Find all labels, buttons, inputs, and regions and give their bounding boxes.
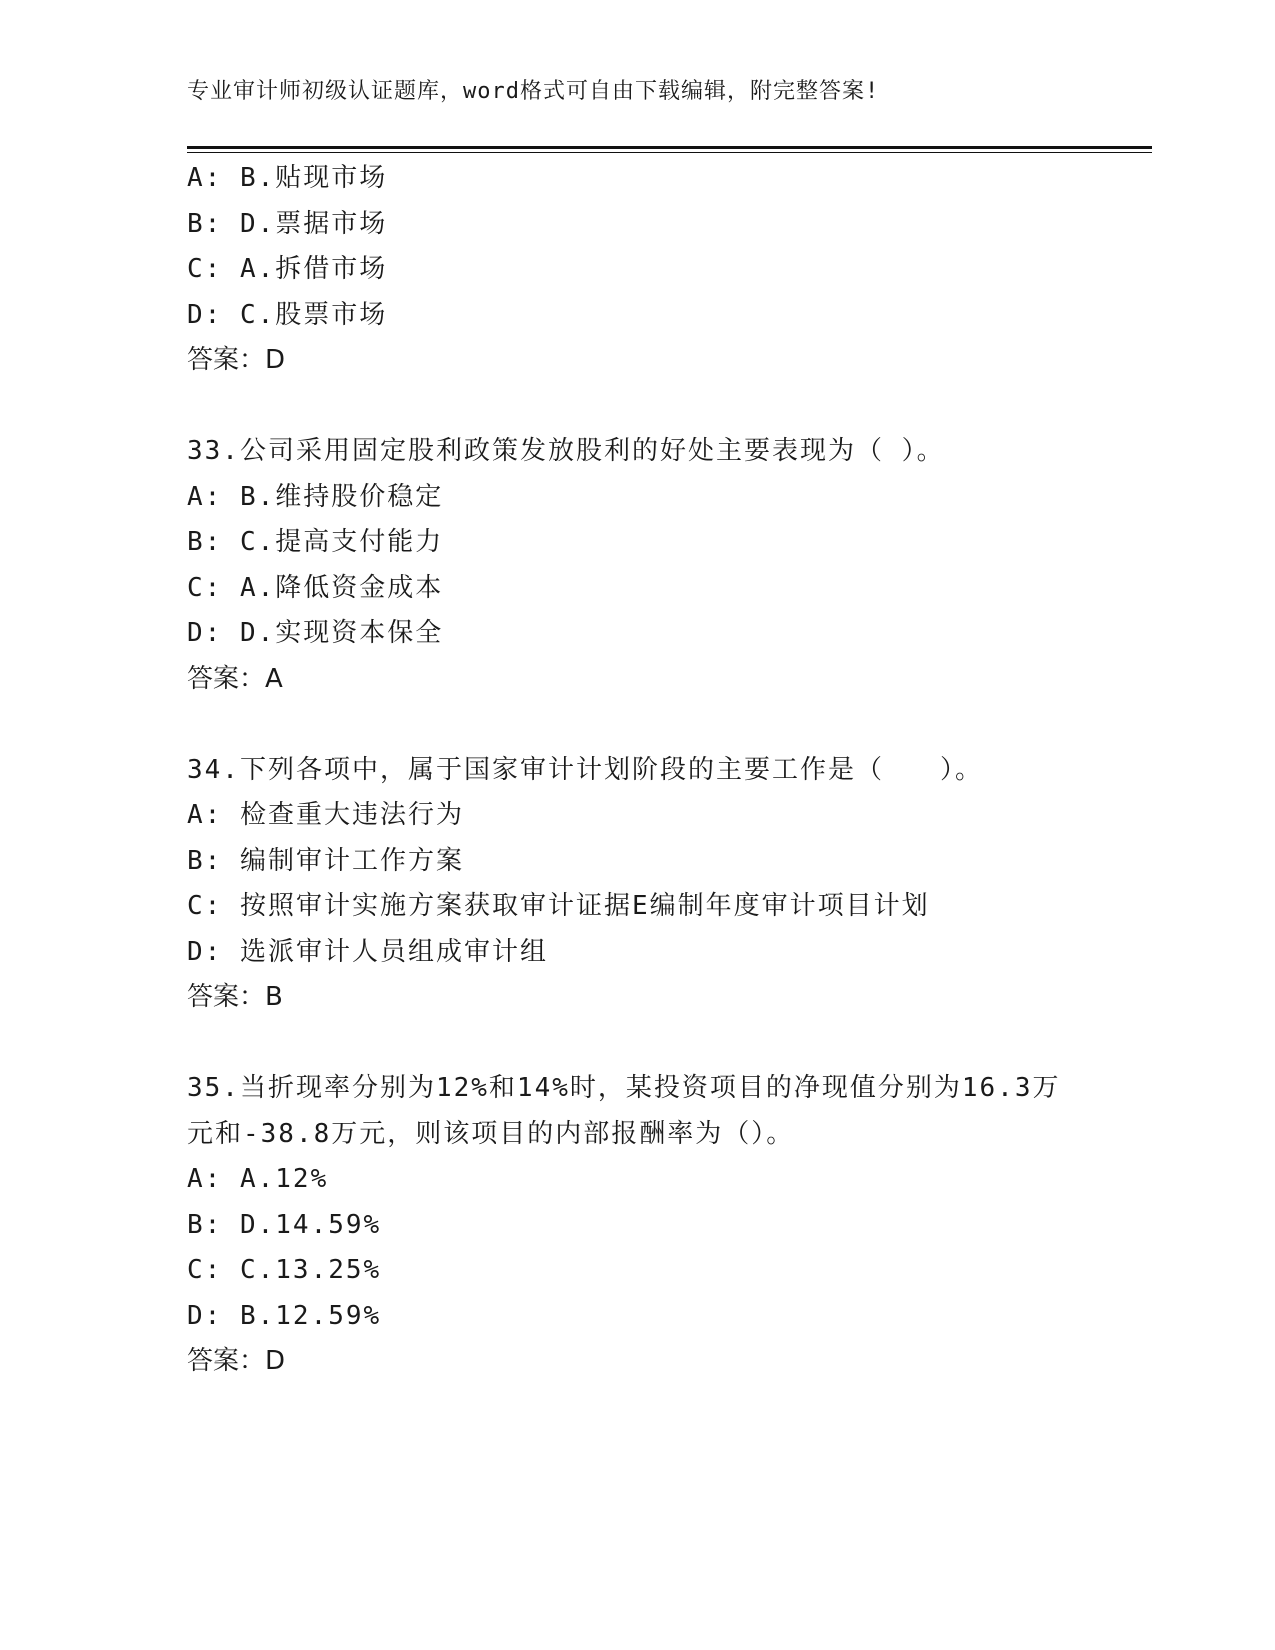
header-rule-thick <box>187 146 1152 149</box>
option-c: C: A.降低资金成本 <box>187 572 444 603</box>
header-rule-thin <box>187 152 1152 153</box>
question-32 <box>187 156 1087 384</box>
option-b: B: C.提高支付能力 <box>187 527 444 557</box>
spacer <box>187 702 1087 748</box>
option-c: C: 按照审计实施方案获取审计证据E编制年度审计项目计划 <box>187 891 930 921</box>
option-b: B: D.票据市场 <box>187 208 388 239</box>
option-a: A: A.12% <box>187 1164 329 1194</box>
answer: 答案：D <box>187 345 286 375</box>
option-d: D: C.股票市场 <box>187 299 388 330</box>
option-c: C: C.13.25% <box>187 1255 382 1285</box>
option-d: D: D.实现资本保全 <box>187 618 444 648</box>
option-c: C: A.拆借市场 <box>187 254 388 284</box>
spacer <box>187 384 1087 430</box>
question-text-line-1: 35.当折现率分别为12%和14%时，某投资项目的净现值分别为16.3万 <box>187 1073 1061 1103</box>
question-text: 33.公司采用固定股利政策发放股利的好处主要表现为（ ）。 <box>187 436 945 466</box>
answer: 答案：D <box>187 1346 286 1376</box>
option-b: B: D.14.59% <box>187 1209 382 1240</box>
option-b: B: 编制审计工作方案 <box>187 845 464 876</box>
spacer <box>187 1021 1087 1067</box>
question-35 <box>187 1066 1087 1385</box>
answer: 答案：A <box>187 663 283 694</box>
answer: 答案：B <box>187 982 283 1012</box>
document-header: 专业审计师初级认证题库，word格式可自由下载编辑，附完整答案! <box>187 79 880 104</box>
option-d: D: B.12.59% <box>187 1300 382 1331</box>
question-34 <box>187 748 1087 1021</box>
option-a: A: 检查重大违法行为 <box>187 800 464 830</box>
option-a: A: B.贴现市场 <box>187 163 388 193</box>
question-list <box>187 156 1087 1385</box>
option-d: D: 选派审计人员组成审计组 <box>187 936 548 967</box>
question-33 <box>187 429 1087 702</box>
question-text: 34.下列各项中，属于国家审计计划阶段的主要工作是（ ）。 <box>187 754 983 785</box>
question-text-line-2: 元和-38.8万元，则该项目的内部报酬率为（）。 <box>187 1118 795 1149</box>
option-a: A: B.维持股价稳定 <box>187 481 444 512</box>
